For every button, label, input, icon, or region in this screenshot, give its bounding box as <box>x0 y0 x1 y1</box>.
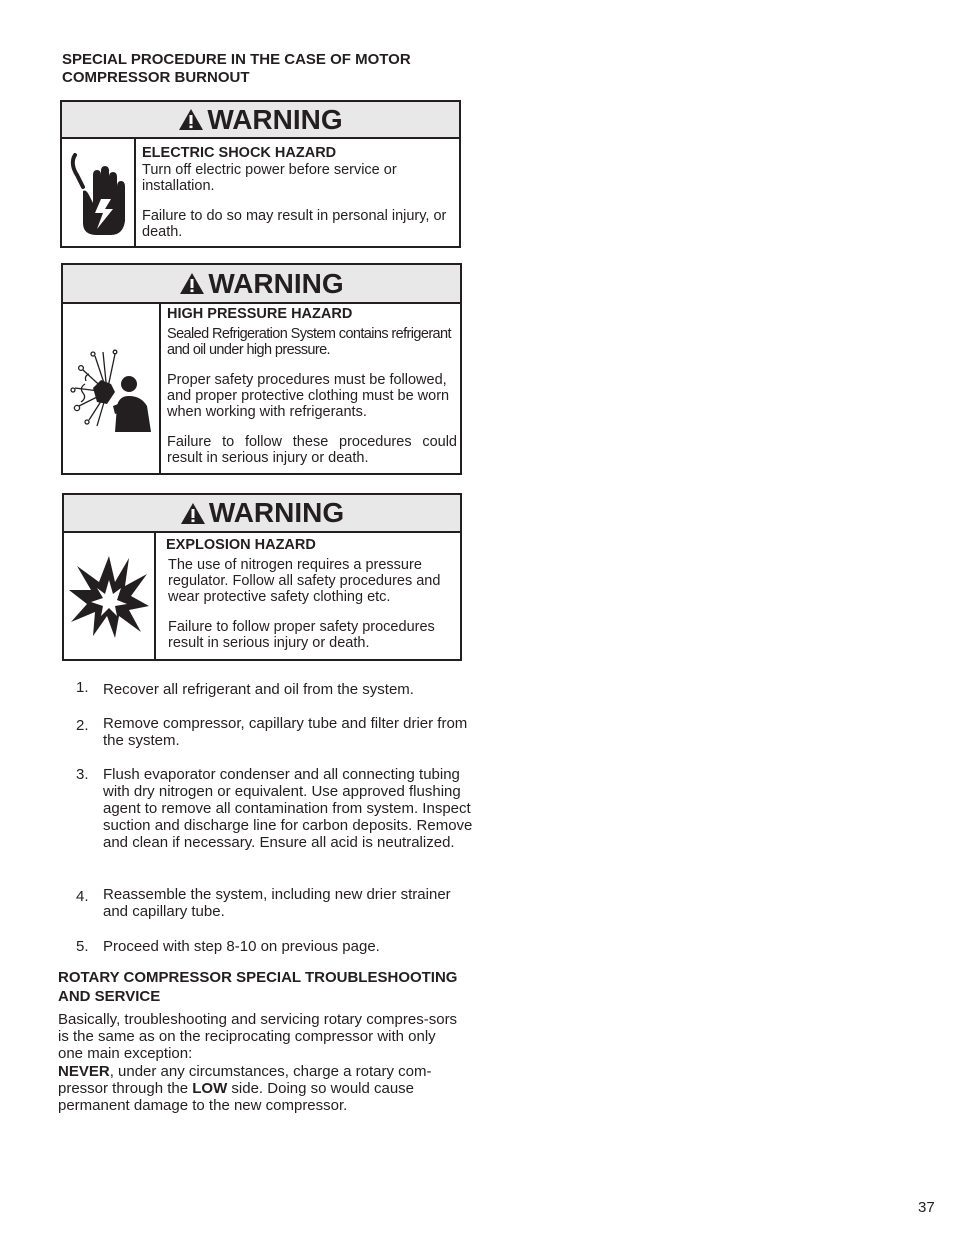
heading-line-2: COMPRESSOR BURNOUT <box>62 69 250 86</box>
rotary-paragraph-2 <box>58 1063 458 1114</box>
step-number: 3. <box>76 766 89 783</box>
warning-paragraph-2: Proper safety procedures must be followed, and proper protective clothing must be worn when working with refrigerants. <box>167 372 450 420</box>
hazard-title: HIGH PRESSURE HAZARD <box>167 306 353 322</box>
section-heading-rotary <box>58 968 478 1006</box>
rotary-text-2: side. Doing so would cause permanent damage to the new compressor. <box>58 1080 415 1114</box>
warning-box-high-pressure <box>61 263 462 475</box>
step-text: Flush evaporator condenser and all connecting tubing with dry nitrogen or equivalent. Use approved flushing agent to remove all contamination from system. Inspect suction and discharge line for carbon deposits. Remove and clean if necessary. Ensure all acid is neutralized. <box>103 766 473 851</box>
warning-box-explosion <box>62 493 462 661</box>
step-number: 5. <box>76 938 89 955</box>
warning-paragraph-2: Failure to do so may result in personal injury, or death. <box>142 208 447 240</box>
rotary-paragraph-1: Basically, troubleshooting and servicing rotary compres-sors is the same as on the reciprocating compressor with only one main exception: <box>58 1011 458 1062</box>
explosion-icon <box>67 552 151 640</box>
electric-shock-hand-icon <box>65 147 131 239</box>
never-emphasis: NEVER <box>58 1063 110 1080</box>
warning-icon-cell <box>63 304 161 473</box>
warning-header <box>63 265 460 304</box>
warning-header <box>62 102 459 139</box>
section-heading-burnout <box>62 51 482 87</box>
warning-triangle-icon <box>179 272 205 295</box>
warning-paragraph-2: Failure to follow proper safety procedures result in serious injury or death. <box>168 619 435 651</box>
hazard-title: ELECTRIC SHOCK HAZARD <box>142 145 337 161</box>
step-number: 2. <box>76 717 89 734</box>
step-text: Reassemble the system, including new drier strainer and capillary tube. <box>103 886 451 920</box>
warning-label: WARNING <box>207 103 343 135</box>
warning-paragraph-3: Failure to follow these procedures could result in serious injury or death. <box>167 434 457 466</box>
warning-triangle-icon <box>180 502 206 525</box>
heading-line-2: AND SERVICE <box>58 988 161 1005</box>
step-text: Remove compressor, capillary tube and filter drier from the system. <box>103 715 468 749</box>
procedure-steps <box>60 681 472 961</box>
warning-label: WARNING <box>208 267 344 299</box>
rotary-text-1: , under any circumstances, charge a rotary com-pressor through the <box>58 1063 432 1097</box>
warning-paragraph-1: The use of nitrogen requires a pressure regulator. Follow all safety procedures and wear protective safety clothing etc. <box>168 557 441 605</box>
low-emphasis: LOW <box>192 1080 228 1097</box>
step-number: 4. <box>76 888 89 905</box>
heading-line-1: ROTARY COMPRESSOR SPECIAL TROUBLESHOOTING <box>58 969 458 986</box>
high-pressure-spray-icon <box>67 344 155 434</box>
warning-icon-cell <box>64 533 156 659</box>
heading-line-1: SPECIAL PROCEDURE IN THE CASE OF MOTOR <box>62 51 411 68</box>
warning-text <box>166 537 456 651</box>
warning-icon-cell <box>62 139 136 246</box>
warning-text <box>142 145 453 240</box>
hazard-title: EXPLOSION HAZARD <box>166 537 316 553</box>
warning-label: WARNING <box>208 497 345 528</box>
warning-header <box>64 495 460 533</box>
warning-box-electric-shock <box>60 100 461 248</box>
warning-text <box>167 306 457 466</box>
warning-triangle-icon <box>178 108 204 131</box>
warning-paragraph-1: Sealed Refrigeration System contains refrigerant and oil under high pressure. <box>167 326 451 358</box>
warning-paragraph-1: Turn off electric power before service or installation. <box>142 162 397 194</box>
step-text: Recover all refrigerant and oil from the system. <box>103 681 414 698</box>
page-number: 37 <box>918 1199 935 1216</box>
step-text: Proceed with step 8-10 on previous page. <box>103 938 380 955</box>
step-number: 1. <box>76 679 89 696</box>
